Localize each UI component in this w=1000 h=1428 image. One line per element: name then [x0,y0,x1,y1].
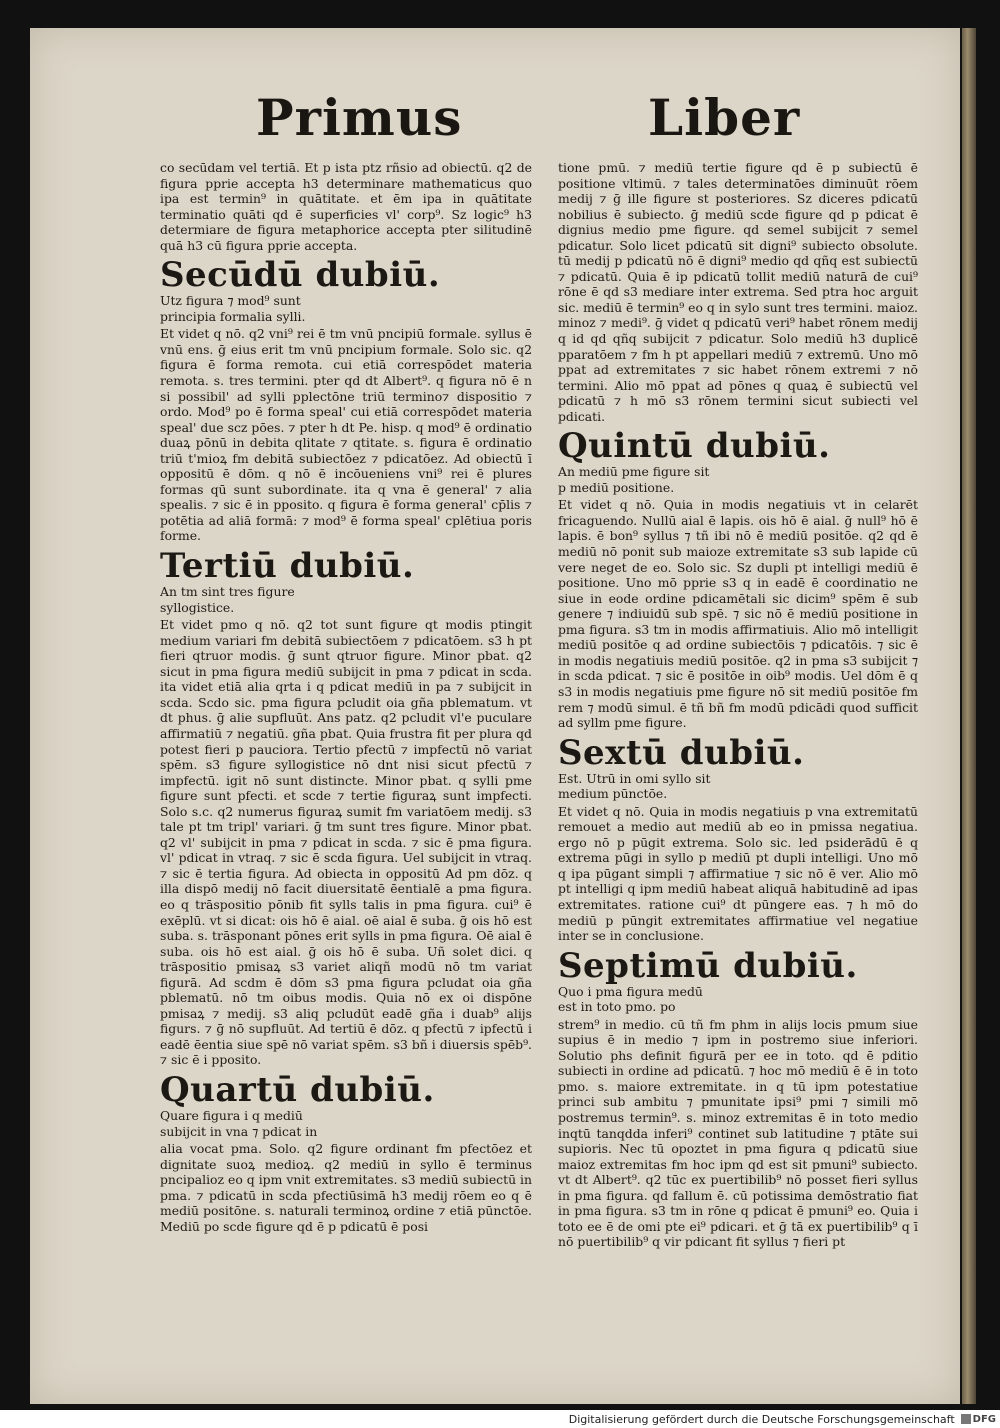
dfg-logo [961,1414,996,1425]
section-heading-row [558,733,918,802]
paragraph: Et videt q nō. Quia in modis negatiuis vt in celarēt fricaguendo. Nullū aial ē lapis. ois hō ē aial. ḡ null⁹ hō ē lapis. ē bon⁹ syllus ⁊ tñ ibi nō ē mediū positōe. q2 qd ē mediū nō ponit sub maioze extremitate s3 sub lapide cū vere neget de eo. Solo sic. Sz dupli pt intelligi mediū ē positione. Uno mō pprie s3 q in eadē ē coordinatio ne siue in eode ordine pdicamētali sic dicim⁹ spēm ē sub genere ⁊ indiuidū sub spē. ⁊ sic nō ē mediū positione in pma figura. s3 tm in modis affirmatiuis. Alio mō intelligit mediū positōe q ad ordine subiectōis ⁊ pdicatōis. ⁊ sic ē in modis negatiuis mediū positōe. q2 in pma s3 subijcit ⁊ in scda pdicat. ⁊ sic ē positōe in oib⁹ modis. Uel dōm ē q s3 in modis negatiuis pme figure nō sit mediū positōe fm rem ⁊ modū simul. ē tñ bñ fm modū pdicādi quod sufficit ad syllm pme figure. [558,497,918,731]
section-heading: Quartū dubiū. [160,1069,435,1110]
section-question: Utz figura ⁊ mod⁹ sunt principia formalia sylli. [160,293,306,324]
section-heading: Secūdū dubiū. [160,255,441,296]
section-heading: Sextū dubiū. [558,732,805,773]
section-heading: Tertiū dubiū. [160,546,415,587]
section-heading-row [558,426,918,495]
section-heading-row [160,546,532,615]
section-question: Quo i pma figura medū est in toto pmo. po [558,983,703,1015]
running-head-right: Liber [648,88,801,147]
text-column-left [160,160,532,1234]
paragraph: Et videt q nō. q2 vni⁹ rei ē tm vnū pncipiū formale. syllus ē vnū ens. ḡ eius erit tm vnū pncipium formale. Solo sic. q2 figura ē forma remota. cui etiā correspōdet materia remota. s. tres termini. pter qd dt Albert⁹. q figura nō ē n si possibil' ad sylli pplectōne triū termino⁊ dispositio ⁊ ordo. Mod⁹ po ē forma speal' cui etiā correspōdet materia speal' due scz pōes. ⁊ pter h dt Pe. hisp. q mod⁹ ē ordinatio duaꝝ pōnū in debita qlitate ⁊ qtitate. s. figura ē ordinatio triū t'mioꝝ fm debitā subiectōez ⁊ pdicatōez. Ad obiectū ī oppositū ē dōm. q nō ē incōueniens vni⁹ rei ē plures formas qū sunt subordinate. ita q vna ē general' ⁊ alia spealis. ⁊ sic ē in pposito. q figura ē forma general' cp̄lis ⁊ potētia ad aliā formā: ⁊ mod⁹ ē forma speal' cplētiua poris forme. [160,326,532,544]
funding-credit: Digitalisierung gefördert durch die Deutsche Forschungsgemeinschaft [568,1412,955,1426]
section-heading: Septimū dubiū. [558,945,858,986]
book-edge [962,28,976,1404]
paragraph: strem⁹ in medio. cū tñ fm phm in alijs locis pmum siue supius ē in medio ⁊ ipm in postremo siue inferiori. Solutio phs definit figurā per ee in toto. qd ē pditio subiecti in ordine ad pdicatū. ⁊ hoc mō mediū ē ē in toto pmo. s. maiore extremitate. in q tū ipm potestatiue princi sub ambitu ⁊ pmunitate ipsi⁹ pmi ⁊ simili mō postremus termin⁹. s. minoz extremitas ē in toto medio inqtū tanqdda inferi⁹ continet sub latitudine ⁊ ptāte sui supioris. Nec tū opoztet in pma figura q pdicatū siue maioz extremitas fm hoc ipm qd est sit pmuni⁹ subiecto. vt dt Albert⁹. q2 tūc ex puertibilib⁹ nō posset fieri syllus in pma figura. qd fallum ē. cū potissima demōstratio fiat in pma figura. s3 tm in rōne q pdicat ē pmuni⁹ eo. Quia i toto ee ē de omi pte ei⁹ pdicari. et ḡ tā ex puertibilib⁹ q ī nō puertibilib⁹ q vir pdicant fit syllus ⁊ fieri pt [558,1016,918,1250]
section-heading-row [160,255,532,324]
paragraph: alia vocat pma. Solo. q2 figure ordinant fm pfectōez et dignitate suoꝝ medioꝝ. q2 mediū in syllo ē terminus pncipalioz eo q ipm vnit extremitates. s3 mediū subiectū in pma. ⁊ pdicatū in scda pfectiūsimā h3 medij rōem eo q ē mediū positōne. s. naturali terminoꝝ ordine ⁊ etiā pūnctōe. Mediū po scde figure qd ē p pdicatū ē posi [160,1141,532,1234]
section-question: An mediū pme figure sit p mediū positione. [558,464,710,495]
section-question: Quare figura i q mediū subijcit in vna ⁊ pdicat in [160,1107,318,1139]
section-heading-row [160,1070,532,1139]
section-question: An tm sint tres figure syllogistice. [160,584,295,615]
paragraph: Et videt pmo q nō. q2 tot sunt figure qt modis ptingit medium variari fm debitā subiectōem ⁊ pdicatōem. s3 h pt fieri qtruor modis. ḡ sunt qtruor figure. Minor pbat. q2 sicut in pma figura mediū subijcit in pma ⁊ pdicat in scda. ita videt etiā alia qrta i q pdicat mediū in pa ⁊ subijcit in scda. Scdo sic. pma figura pcludit oia gña pblematum. vt dt phus. ḡ alie supfluūt. Ans patz. q2 pcludit vl'e puculare affirmatiū ⁊ negatiū. gña pbat. Quia frustra fit per plura qd potest fieri p pauciora. Tertio pfectū ⁊ impfectū nō variat spēm. s3 figure syllogistice nō dnt nisi sicut pfectū ⁊ impfectū. igit nō sunt distincte. Minor pbat. q sylli pme figure sunt pfecti. et scde ⁊ tertie figuraꝝ sunt impfecti. Solo s.c. q2 numerus figuraꝝ sumit fm variatōem medij. s3 tale pt tm tripl' variari. ḡ tm sunt tres figure. Minor pbat. q2 vl' subijcit in pma ⁊ pdicat in scda. ⁊ sic ē pma figura. vl' pdicat in vtraq. ⁊ sic ē scda figura. Uel subijcit in vtraq. ⁊ sic ē tertia figura. Ad obiecta in oppositū Ad pm dōz. q illa dispō medij nō facit diuersitatē ēentialē a pma figura. eo q trāspositio pōnib fit sylls talis in pma figura. cui⁹ ē exēplū. vt si dicat: ois hō ē aial. oē aial ē suba. ḡ ois hō est suba. s. trāsponant pōnes erit sylls in pma figura. Oē aial ē suba. ois hō est aial. ḡ ois hō ē suba. Uñ solet dici. q trāspositio pmisaꝝ s3 variet aliqñ modū nō tm variat figurā. Ad scdm ē dōm s3 pma figura pcludat oia gña pblematū. nō tm oibus modis. Quia nō ex oi dispōne pmisaꝝ ⁊ medij. s3 aliq pcludūt eadē gña i duab⁹ alijs figurs. ⁊ ḡ nō supfluūt. Ad tertiū ē dōz. q pfectū ⁊ ipfectū i eadē ēentia siue spē nō variat spēm. s3 bñ i diuersis spēb⁹. ⁊ sic ē i pposito. [160,617,532,1068]
section-heading-row [558,946,918,1015]
running-head-left: Primus [256,88,463,147]
section-heading: Quintū dubiū. [558,426,831,467]
section-question: Est. Utrū in omi syllo sit medium pūnctōe. [558,770,711,802]
text-column-right [558,160,918,1250]
digitization-footer [0,1410,1000,1428]
paragraph: tione pmū. ⁊ mediū tertie figure qd ē p subiectū ē positione vltimū. ⁊ tales determinatōes diminuūt rōem medij ⁊ ḡ ille figure st posteriores. Sz diceres pdicatū nobilius ē subiecto. ḡ mediū scde figure qd p pdicat ē dignius medio pme figure. qd semel subijcit ⁊ semel pdicatur. Solo licet pdicatū sit digni⁹ subiecto obsolute. tū medij p pdicatū nō ē digni⁹ medio qd qñq est subiectū ⁊ pdicatū. Quia ē ip pdicatū tollit mediū naturā de cui⁹ rōne ē qd s3 mediare inter extrema. Sed ptra hoc arguit sic. mediū ē termin⁹ eo q in sylo sunt tres termini. maioz. minoz ⁊ medi⁹. ḡ videt q pdicatū veri⁹ habet rōnem medij q id qd qñq subijcit ⁊ pdicatur. Solo mediū h3 duplicē pparatōem ⁊ fm h pt appellari mediū ⁊ extremū. Uno mō ppat ad extremitates ⁊ sic habet rōnem extremi ⁊ nō termini. Alio mō ppat ad pōnes q quaꝝ ē subiectū vel pdicatū ⁊ h mō s3 rōnem termini sicut subiecti vel pdicati. [558,160,918,424]
dfg-logo-text: DFG [972,1413,996,1425]
dfg-logo-mark-icon [961,1414,971,1424]
paragraph: co secūdam vel tertiā. Et p ista ptz rñsio ad obiectū. q2 de figura pprie accepta h3 determinare mathematicus quo ipa est termin⁹ in quātitate. et ēm ipa in quātitate terminatio quāti qd ē superficies vl' corp⁹. Sz logic⁹ h3 determiare de figura metaphorice accepta pter silitudinē quā h3 cū figura pprie accepta. [160,160,532,253]
paragraph: Et videt q nō. Quia in modis negatiuis p vna extremitatū remouet a medio aut mediū ab eo in pmissa negatiua. ergo nō p pūgit extrema. Solo sic. led psiderādū ē q extrema pūgi in syllo p mediū pt dupli intelligi. Uno mō q ipa pūgant simpli ⁊ affirmatiue ⁊ sic nō ē ver. Alio mō pt intelligi q ipm mediū habeat aliquā habitudinē ad ipas extremitates. ratione cui⁹ dt pūngere eas. ⁊ h mō do mediū p pūngit extremitates affirmatiue vel negatiue inter se in conclusione. [558,803,918,944]
